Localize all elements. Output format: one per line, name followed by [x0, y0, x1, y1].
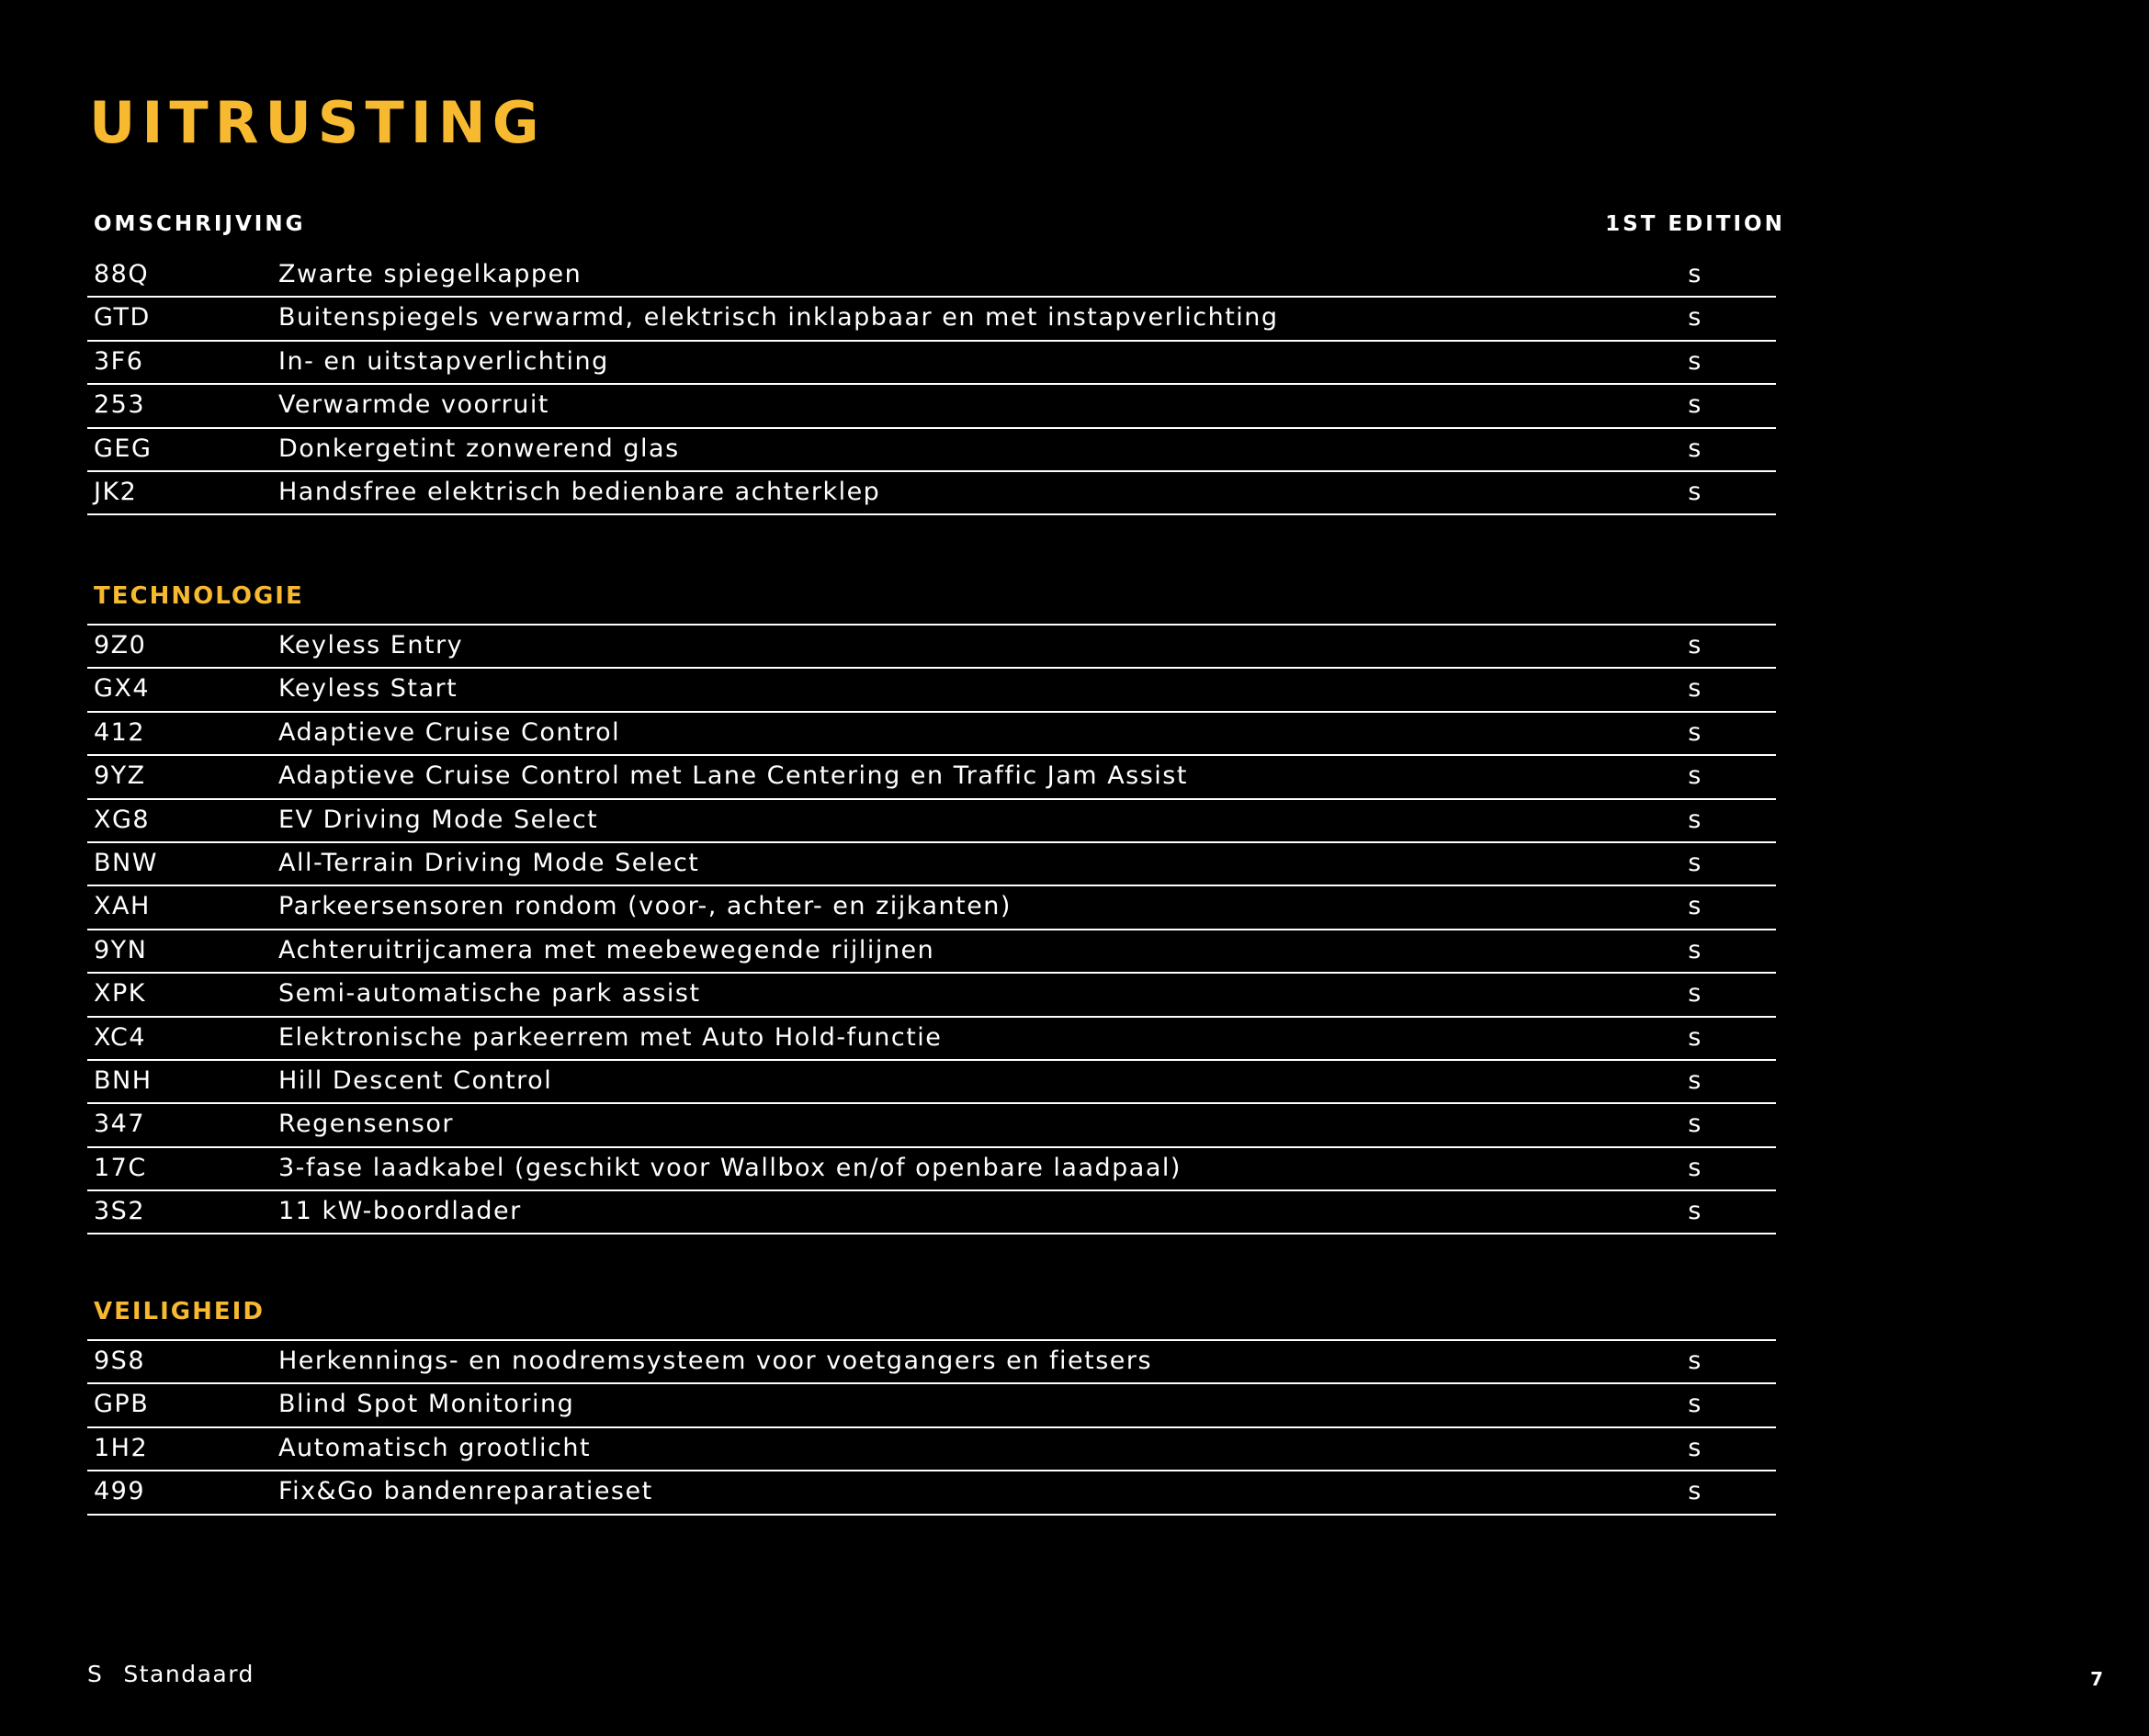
option-description: Regensensor: [278, 1110, 454, 1139]
edition-value: s: [1688, 805, 1702, 834]
option-description: Parkeersensoren rondom (voor-, achter- en zijkanten): [278, 892, 1012, 921]
option-description: Automatisch grootlicht: [278, 1433, 592, 1462]
table-row: [87, 429, 1776, 472]
table-row: [87, 843, 1776, 886]
table-row: [87, 342, 1776, 385]
table-row: [87, 800, 1776, 843]
option-code: 9Z0: [94, 631, 147, 659]
table-row: [87, 930, 1776, 974]
option-code: 88Q: [94, 260, 150, 288]
table-row: [87, 472, 1776, 515]
legend: [87, 1658, 254, 1691]
option-code: GEG: [94, 434, 153, 463]
column-header-description: OMSCHRIJVING: [94, 212, 306, 236]
table-row: [87, 974, 1776, 1017]
edition-value: s: [1688, 1065, 1702, 1095]
edition-value: s: [1688, 631, 1702, 659]
section-veiligheid: [87, 1293, 1776, 1516]
table-row: [87, 669, 1776, 712]
edition-value: s: [1688, 761, 1702, 791]
option-code: 3F6: [94, 346, 144, 376]
option-description: Adaptieve Cruise Control: [278, 717, 621, 747]
edition-value: s: [1688, 1477, 1702, 1506]
legend-label: Standaard: [123, 1661, 254, 1687]
edition-value: s: [1688, 1390, 1702, 1419]
option-code: 9YZ: [94, 761, 146, 791]
edition-value: s: [1688, 260, 1702, 288]
option-code: 412: [94, 717, 146, 747]
section-exterior: [87, 254, 1776, 515]
edition-value: s: [1688, 1153, 1702, 1182]
option-description: Herkennings- en noodremsysteem voor voetgangers en fietsers: [278, 1347, 1153, 1375]
option-code: BNW: [94, 848, 158, 877]
table-row: [87, 1018, 1776, 1061]
option-code: 1H2: [94, 1433, 149, 1462]
section-title: TECHNOLOGIE: [87, 578, 1776, 626]
table-row: [87, 1471, 1776, 1515]
option-description: 11 kW-boordlader: [278, 1197, 522, 1226]
edition-value: s: [1688, 1433, 1702, 1462]
option-description: In- en uitstapverlichting: [278, 346, 609, 376]
option-code: GTD: [94, 303, 151, 333]
table-row: [87, 385, 1776, 428]
option-description: Handsfree elektrisch bedienbare achterklep: [278, 477, 881, 506]
option-description: Keyless Entry: [278, 631, 464, 659]
table-row: [87, 1428, 1776, 1471]
edition-value: s: [1688, 303, 1702, 333]
option-description: EV Driving Mode Select: [278, 805, 599, 834]
option-code: XAH: [94, 892, 151, 921]
option-description: Elektronische parkeerrem met Auto Hold-functie: [278, 1022, 943, 1052]
option-code: 3S2: [94, 1197, 145, 1226]
option-code: XPK: [94, 979, 146, 1009]
table-row: [87, 1384, 1776, 1427]
option-description: Semi-automatische park assist: [278, 979, 701, 1009]
option-description: Blind Spot Monitoring: [278, 1390, 575, 1419]
table-row: [87, 886, 1776, 930]
option-description: All-Terrain Driving Mode Select: [278, 848, 700, 877]
option-code: 253: [94, 390, 146, 420]
table-row: [87, 1341, 1776, 1384]
option-code: 499: [94, 1477, 146, 1506]
table-row: [87, 1104, 1776, 1147]
option-description: Adaptieve Cruise Control met Lane Centering en Traffic Jam Assist: [278, 761, 1188, 791]
option-code: JK2: [94, 477, 138, 506]
option-code: GPB: [94, 1390, 150, 1419]
edition-value: s: [1688, 1110, 1702, 1139]
table-row: [87, 756, 1776, 799]
option-code: 9S8: [94, 1347, 145, 1375]
table-row: [87, 298, 1776, 341]
edition-value: s: [1688, 390, 1702, 420]
page-number: 7: [2090, 1668, 2103, 1690]
option-description: Verwarmde voorruit: [278, 390, 549, 420]
edition-value: s: [1688, 477, 1702, 506]
edition-value: s: [1688, 346, 1702, 376]
edition-value: s: [1688, 1022, 1702, 1052]
table-row: [87, 254, 1776, 298]
legend-symbol: S: [87, 1661, 104, 1687]
table-row: [87, 1061, 1776, 1104]
edition-value: s: [1688, 848, 1702, 877]
option-code: BNH: [94, 1065, 153, 1095]
option-description: Achteruitrijcamera met meebewegende rijlijnen: [278, 935, 935, 964]
section-technologie: [87, 578, 1776, 1234]
option-code: 9YN: [94, 935, 148, 964]
table-row: [87, 1148, 1776, 1191]
option-code: 347: [94, 1110, 146, 1139]
option-code: XC4: [94, 1022, 147, 1052]
option-description: Keyless Start: [278, 674, 458, 704]
edition-value: s: [1688, 979, 1702, 1009]
table-row: [87, 713, 1776, 756]
option-description: Hill Descent Control: [278, 1065, 553, 1095]
edition-value: s: [1688, 674, 1702, 704]
option-description: Fix&Go bandenreparatieset: [278, 1477, 653, 1506]
option-description: Zwarte spiegelkappen: [278, 260, 582, 288]
edition-value: s: [1688, 935, 1702, 964]
option-code: 17C: [94, 1153, 147, 1182]
edition-value: s: [1688, 717, 1702, 747]
edition-value: s: [1688, 1347, 1702, 1375]
edition-value: s: [1688, 892, 1702, 921]
page-title: UITRUSTING: [89, 89, 546, 156]
column-header-edition: 1ST EDITION: [1605, 212, 1785, 236]
edition-value: s: [1688, 434, 1702, 463]
option-description: 3-fase laadkabel (geschikt voor Wallbox en/of openbare laadpaal): [278, 1153, 1182, 1182]
option-description: Donkergetint zonwerend glas: [278, 434, 680, 463]
table-row: [87, 1191, 1776, 1234]
table-row: [87, 626, 1776, 669]
option-description: Buitenspiegels verwarmd, elektrisch inklapbaar en met instapverlichting: [278, 303, 1279, 333]
option-code: XG8: [94, 805, 151, 834]
section-title: VEILIGHEID: [87, 1293, 1776, 1341]
option-code: GX4: [94, 674, 151, 704]
edition-value: s: [1688, 1197, 1702, 1226]
